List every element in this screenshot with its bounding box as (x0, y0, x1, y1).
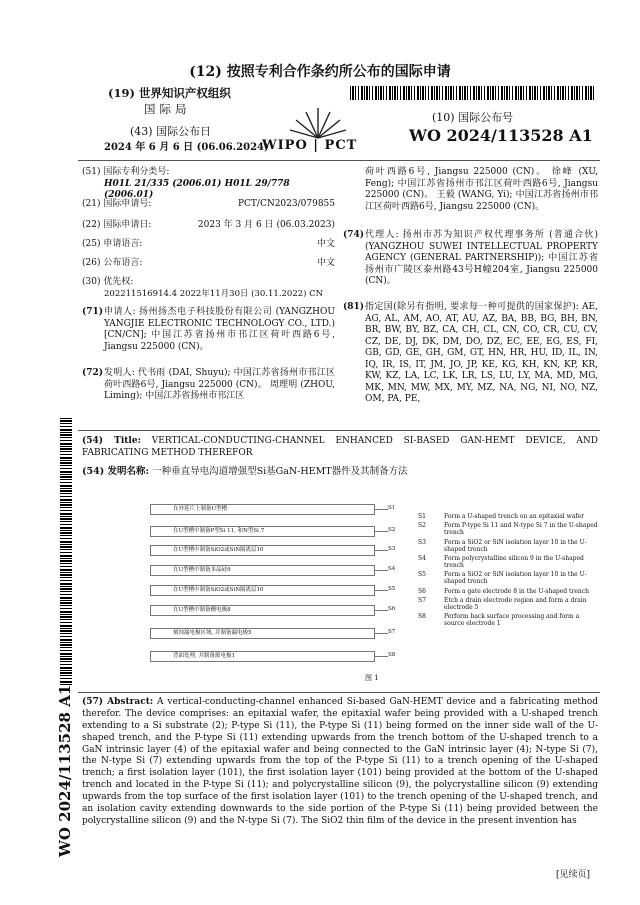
side-barcode-icon (60, 418, 72, 686)
legend-text: Etch a drain electrode region and form a drain electrode 5 (444, 596, 587, 611)
step-code: S7 (388, 629, 396, 635)
legend-code: S8 (418, 613, 426, 621)
step-connector (375, 570, 388, 571)
pub-date: 2024 年 6 月 6 日 (06.06.2024) (104, 142, 269, 153)
legend-row (418, 522, 598, 536)
step-code: S5 (388, 586, 396, 592)
legend-text: Form polycrystalline silicon 9 in the U-shaped trench (444, 554, 584, 570)
document-title: (12) 按照专利合作条约所公布的国际申请 (189, 64, 451, 80)
designated-label: (81) (343, 302, 365, 312)
org-name: 国际局 (144, 102, 191, 116)
applicant-field (82, 307, 335, 353)
app-no-field (82, 199, 335, 211)
lang-field (82, 239, 335, 251)
ipc-field (82, 167, 335, 202)
legend-code: S4 (418, 554, 426, 562)
designated-field (343, 302, 598, 406)
step-connector (375, 610, 388, 611)
title-zh-label: (54) 发明名称: (82, 466, 150, 477)
continued-note: [见续页] (556, 870, 591, 880)
step-code: S2 (388, 527, 396, 533)
title-en (82, 436, 598, 459)
app-no-label: (21) 国际申请号: (82, 199, 152, 209)
org-num: (19) (108, 86, 135, 100)
figure-legend (418, 513, 598, 630)
legend-code: S3 (418, 538, 426, 546)
pub-date-label: (43) 国际公布日 (130, 125, 212, 138)
step-box: 在U型槽中制备多晶硅9 (150, 565, 375, 576)
legend-row (418, 539, 598, 553)
legend-code: S1 (418, 513, 426, 520)
flowchart-figure (150, 500, 450, 680)
title-zh (82, 466, 598, 478)
step-box: 在U型槽中制备SiO2或SiN隔离层10 (150, 545, 375, 556)
divider (78, 430, 600, 431)
step-code: S4 (388, 566, 396, 572)
ipc-value: H01L 21/335 (2006.01) H01L 29/778 (2006.01) (104, 178, 290, 201)
legend-code: S5 (418, 571, 426, 579)
priority-label: (30) 优先权: (82, 277, 134, 287)
step-code: S6 (388, 606, 396, 612)
filing-date: 2023 年 3 月 6 日 (06.03.2023) (197, 220, 335, 230)
step-connector (375, 656, 388, 657)
legend-code: S7 (418, 596, 426, 604)
abstract (82, 697, 598, 828)
lang: 中文 (316, 239, 335, 249)
org-number (108, 86, 231, 101)
priority: 202211516914.4 2022年11月30日 (30.11.2022) CN (104, 288, 324, 299)
step-connector (375, 590, 388, 591)
abstract-text: A vertical-conducting-channel enhanced Si-based GaN-HEMT device and a fabricating method therefor. The device comprises: an epitaxial wafer, the epitaxial wafer being provided with a U-shaped trench extending to a Si substrate (2); P-type Si (11), the P-type Si (11) being formed on the inner side wall of the U-shaped trench, and the P-type Si (11) extending upwards from the trench bottom of the U-shaped trench to a GaN intrinsic layer (4) of the epitaxial wafer and being connected to the GaN intrinsic layer (4); N-type Si (7), the N-type Si (7) extending upwards from the top of the P-type Si (11) to a trench opening of the U-shaped trench; a first isolation layer (101), the first isolation layer (101) being provided at the bottom of the U-shaped trench and located in the P-type Si (11); and polycrystalline silicon (9), the polycrystalline silicon (9) extending upwards from the top surface of the first isolation layer (101) to the trench opening of the U-shaped trench, and an isolation cavity extending downwards to the side portion of the P-type Si (11) being provided between the polycrystalline silicon (9) and the N-type Si (7). The SiO2 thin film of the device in the present invention has (82, 697, 598, 826)
step-connector (375, 550, 388, 551)
legend-row (418, 588, 598, 595)
step-box: 在U型槽中制备SiO2或SiN隔离层10 (150, 585, 375, 596)
side-pub-number: WO 2024/113528 A1 (56, 684, 74, 857)
applicant-label: (71) (82, 307, 104, 317)
legend-text: Form a gate electrode 8 in the U-shaped trench (444, 587, 589, 595)
org-line1: 世界知识产权组织 (138, 86, 231, 100)
step-box: 背面处理, 并制备源电极1 (150, 651, 375, 662)
agent-label: (74) (343, 230, 365, 240)
applicant: 申请人: 扬州扬杰电子科技股份有限公司 (YANGZHOU YANGJIE ELECTRONIC TECHNOLOGY CO., LTD.) [CN/CN]; 中国江苏省扬州市邗江区荷叶西路6号, Jiangsu 225000 (CN)。 (104, 307, 335, 352)
title-en-text: VERTICAL-CONDUCTING-CHANNEL ENHANCED SI-BASED GAN-HEMT DEVICE, AND FABRICATING METHOD THEREFOR (82, 436, 598, 458)
step-code: S8 (388, 652, 396, 658)
legend-text: Form a SiO2 or SiN isolation layer 10 in the U-shaped trench (444, 538, 587, 553)
designated: 指定国(除另有指明, 要求每一种可提供的国家保护): AE, AG, AL, AM, AO, AT, AU, AZ, BA, BB, BG, BH, BN, BR, BW, BY, BZ, CA, CH, CL, CN, CO, CR, CU, CV, CZ, DE, DJ, DK, DM, DO, DZ, EC, EE, EG, ES, FI, GB, GD, GE, GH, GM, GT, HN, HR, HU, ID, IL, IN, IQ, IR, IS, IT, JM, JO, JP, KE, KG, KH, KN, KP, KR, KW, KZ, LA, LC, LK, LR, LS, LU, LY, MA, MD, MG, MK, MN, MW, MX, MY, MZ, NA, NG, NI, NO, NZ, OM, PA, PE, (365, 302, 598, 405)
legend-row (418, 613, 598, 627)
pub-lang-label: (26) 公布语言: (82, 258, 143, 268)
step-code: S3 (388, 546, 396, 552)
wipo-logo-text: WIPO | PCT (262, 138, 358, 153)
inventor-label: (72) (82, 368, 104, 378)
step-box: 在外延片上制备U型槽 (150, 504, 375, 515)
pub-no-label: (10) 国际公布号 (432, 111, 514, 124)
step-code: S1 (388, 505, 396, 511)
legend-text: Form a SiO2 or SiN isolation layer 10 in the U-shaped trench (444, 571, 587, 586)
legend-code: S2 (418, 522, 426, 530)
pub-no: WO 2024/113528 A1 (409, 126, 593, 145)
step-box: 在U型槽中制备栅电极8 (150, 605, 375, 616)
step-connector (375, 633, 388, 634)
ipc-label: (51) 国际专利分类号: (82, 167, 170, 177)
legend-row (418, 513, 598, 520)
filing-field (82, 220, 335, 232)
legend-row (418, 597, 598, 611)
step-connector (375, 509, 388, 510)
step-box: 刻蚀漏电极区域, 并制备漏电极5 (150, 628, 375, 639)
divider (78, 692, 600, 693)
title-en-label: (54) Title: (82, 436, 141, 446)
inventor-field (82, 368, 335, 403)
priority-field (82, 277, 335, 299)
pub-lang: 中文 (316, 258, 335, 268)
inventor-cont: 荷叶西路6号, Jiangsu 225000 (CN)。 徐峰 (XU, Feng); 中国江苏省扬州市邗江区荷叶西路6号, Jiangsu 225000 (CN)。 王毅 (WANG, Yi); 中国江苏省扬州市邗江区荷叶西路6号, Jiangsu 225000 (CN)。 (365, 167, 598, 212)
figure-caption: 图 1 (365, 674, 379, 682)
abstract-label: (57) Abstract: (82, 697, 154, 707)
legend-text: Perform back surface processing and form a source electrode 1 (444, 613, 580, 628)
inventor: 发明人: 代书雨 (DAI, Shuyu); 中国江苏省扬州市邗江区荷叶西路6号, Jiangsu 225000 (CN)。 周理明 (ZHOU, Liming); 中国江苏省扬州市邗江区 (104, 368, 335, 402)
step-box: 在U型槽中制备P型Si 11, 和N型Si 7 (150, 526, 375, 537)
legend-text: Form a U-shaped trench on an epitaxial wafer (444, 513, 584, 520)
agent: 代理人: 扬州市苏为知识产权代理事务所 (普通合伙) (YANGZHOU SUWEI INTELLECTUAL PROPERTY AGENCY (GENERAL PARTNERSHIP)); 中国江苏省扬州市广陵区泰州路43号H幢204室, Jiangsu 225000 (CN)。 (365, 230, 598, 287)
lang-label: (25) 申请语言: (82, 239, 143, 249)
filing-label: (22) 国际申请日: (82, 220, 152, 230)
legend-row (418, 555, 598, 569)
divider (78, 160, 600, 161)
agent-field (343, 230, 598, 288)
pub-lang-field (82, 258, 335, 270)
barcode-icon (350, 86, 594, 100)
legend-code: S6 (418, 587, 426, 595)
legend-row (418, 571, 598, 585)
step-connector (375, 531, 388, 532)
app-no: PCT/CN2023/079855 (237, 199, 335, 209)
title-zh-text: 一种垂直导电沟道增强型Si基GaN-HEMT器件及其制备方法 (152, 466, 408, 477)
legend-text: Form P-type Si 11 and N-type Si 7 in the U-shaped trench (444, 522, 598, 537)
